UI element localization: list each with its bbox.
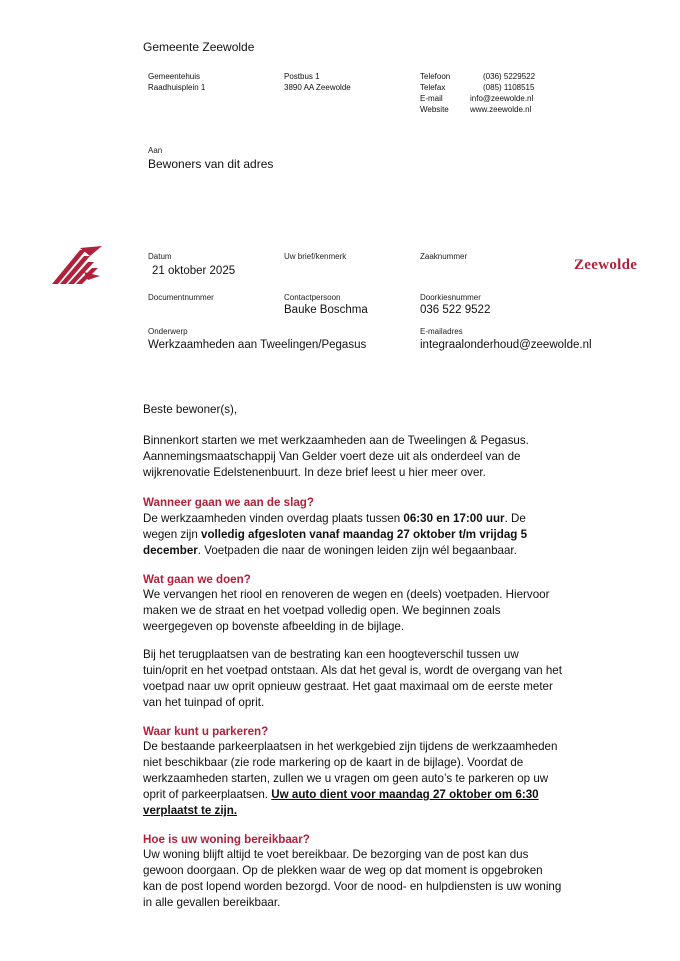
contact-person-value: Bauke Boschma [284,304,368,316]
contact-person-label: Contactpersoon [284,293,341,302]
text-run: . Voetpaden die naar de woningen leiden zijn wél begaanbaar. [197,544,517,557]
contact-label: E-mail [420,94,443,103]
text-run: De werkzaamheden vinden overdag plaats tussen [143,512,404,525]
contact-label: Telefax [420,83,446,92]
section-paragraph-when [143,511,563,559]
address-line: Raadhuisplein 1 [148,83,206,92]
text-run: De bestaande parkeerplaatsen in het werkgebied zijn tijdens de werkzaamheden niet beschikbaar (zie rode markering op de kaart in de bijlage). Voordat de werkzaamheden starten, zullen we u vragen om geen auto’s te parkeren op uw oprit of parkeerplaatsen. [143,740,558,801]
contact-block [420,71,570,115]
direct-number-value: 036 522 9522 [420,304,491,316]
address-block-visit [148,71,205,93]
section-paragraph-parking [143,739,563,819]
closure-period: volledig afgesloten vanaf maandag 27 oktober t/m vrijdag 5 december [143,528,528,557]
address-block-post [284,71,351,93]
subject-label: Onderwerp [148,327,188,336]
section-heading-parking: Waar kunt u parkeren? [143,725,269,738]
time-window: 06:30 en 17:00 uur [403,512,505,525]
contact-row-phone [420,71,570,82]
contact-row-fax [420,82,570,93]
address-line: Gemeentehuis [148,72,201,81]
section-heading-when: Wanneer gaan we aan de slag? [143,496,314,509]
recipient-value: Bewoners van dit adres [148,157,274,171]
contact-value: (036) 5229522 [483,72,536,81]
date-label: Datum [148,252,172,261]
contact-value: www.zeewolde.nl [470,105,532,114]
address-line: Postbus 1 [284,72,320,81]
contact-label: Telefoon [420,72,451,81]
subject-value: Werkzaamheden aan Tweelingen/Pegasus [148,339,367,351]
intro-paragraph: Binnenkort starten we met werkzaamheden aan de Tweelingen & Pegasus. Aannemingsmaatschappij Van Gelder voert deze uit als onderdeel van de wijkrenovatie Edelstenenbuurt. In deze brief leest u hier meer over. [143,434,529,479]
car-move-deadline: Uw auto dient voor maandag 27 oktober om 6:30 verplaatst te zijn. [143,788,539,817]
recipient-label: Aan [148,146,163,155]
case-number-label: Zaaknummer [420,252,468,261]
contact-value: (085) 1108515 [483,83,535,92]
contact-row-website [420,104,570,115]
zeewolde-logo: Zeewolde [574,257,638,273]
email-value: integraalonderhoud@zeewolde.nl [420,339,592,351]
document-number-label: Documentnummer [148,293,214,302]
text-run: . De wegen zijn [143,512,526,541]
contact-row-email [420,93,570,104]
contact-label: Website [420,105,449,114]
date-value: 21 oktober 2025 [152,265,236,277]
organization-name: Gemeente Zeewolde [143,40,255,54]
address-line: 3890 AA Zeewolde [284,83,351,92]
section-paragraph-what-1: We vervangen het riool en renoveren de wegen en (deels) voetpaden. Hiervoor maken we de straat en het voetpad volledig open. We beginnen zoals weergegeven op bovenste afbeelding in de bijlage. [143,588,550,633]
direct-number-label: Doorkiesnummer [420,293,481,302]
section-heading-what: Wat gaan we doen? [143,573,251,586]
greeting: Beste bewoner(s), [143,403,238,416]
reference-label: Uw brief/kenmerk [284,252,347,261]
section-paragraph-access: Uw woning blijft altijd te voet bereikbaar. De bezorging van de post kan dus gewoon doorgaan. Op de plekken waar de weg op dat moment is opgebroken kan de post lopend worden bezorgd. Voor de nood- en hulpdiensten is uw woning in alle gevallen bereikbaar. [143,848,562,909]
contact-value: info@zeewolde.nl [470,94,534,103]
section-paragraph-what-2: Bij het terugplaatsen van de bestrating kan een hoogteverschil tussen uw tuin/oprit en het voetpad ontstaan. Als dat het geval is, wordt de overgang van het voetpad naar uw oprit opnieuw gestraat. Het gaat maximaal om de eerste meter van het tuinpad of oprit. [143,648,562,709]
municipal-emblem-icon [50,246,104,286]
email-label: E-mailadres [420,327,463,336]
section-heading-access: Hoe is uw woning bereikbaar? [143,833,310,846]
